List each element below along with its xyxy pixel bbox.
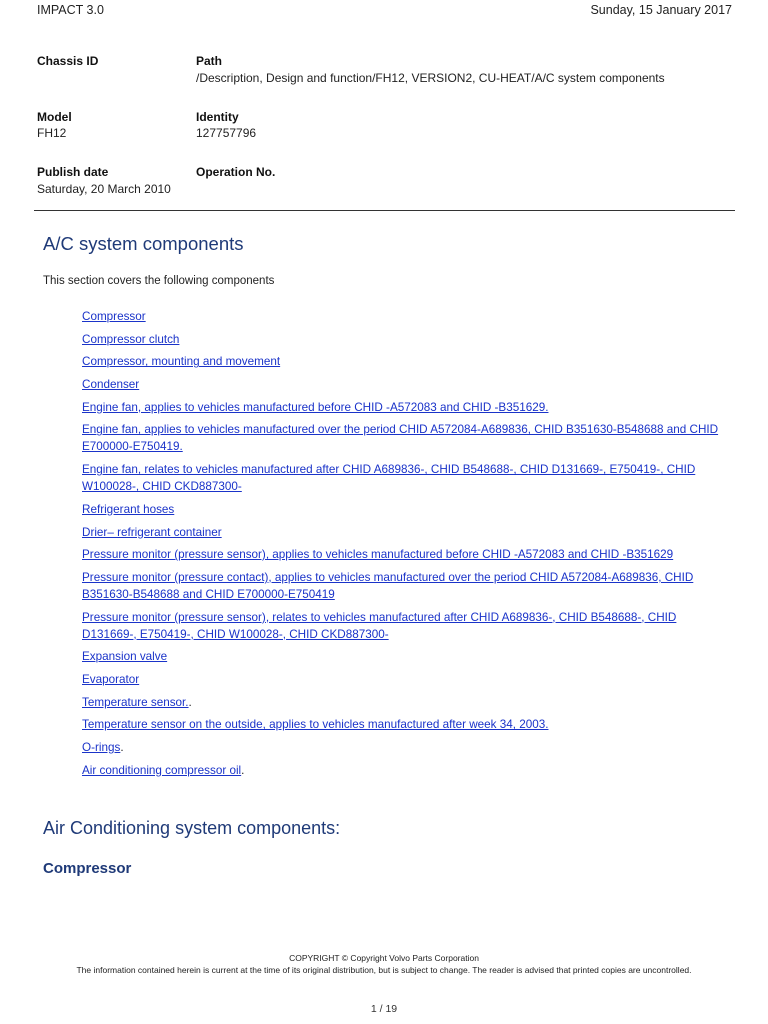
header-divider <box>34 210 735 211</box>
component-link[interactable]: Pressure monitor (pressure sensor), relates to vehicles manufactured after CHID A689836-, CHID B548688-, CHID D131669-, E750419-, CHID W100028-, CHID CKD887300- <box>82 610 677 641</box>
component-list-item <box>82 461 732 495</box>
subsection-title: Air Conditioning system components: <box>43 818 341 838</box>
component-list-item <box>82 762 732 779</box>
section-intro: This section covers the following components <box>43 275 275 287</box>
component-link[interactable]: Air conditioning compressor oil <box>82 763 242 777</box>
component-link-suffix: . <box>120 741 124 754</box>
identity-value: 127757796 <box>196 126 257 140</box>
page-number: 1 / 19 <box>370 1003 398 1015</box>
model-value: FH12 <box>37 126 67 140</box>
component-list-item <box>82 716 732 733</box>
component-link-list <box>82 308 732 784</box>
component-list-item <box>82 609 732 643</box>
component-link[interactable]: Expansion valve <box>82 650 168 664</box>
component-list-item <box>82 353 732 370</box>
component-list-item <box>82 399 732 416</box>
component-link[interactable]: Compressor <box>82 310 146 323</box>
subsection-subtitle: Compressor <box>43 860 132 877</box>
component-list-item <box>82 694 732 711</box>
path-value: /Description, Design and function/FH12, VERSION2, CU-HEAT/A/C system components <box>196 71 665 85</box>
component-link[interactable]: Engine fan, relates to vehicles manufactured after CHID A689836-, CHID B548688-, CHID D131669-, E750419-, CHID W100028-, CHID CKD887300- <box>82 463 696 494</box>
component-link[interactable]: Drier– refrigerant container <box>82 525 222 539</box>
component-link[interactable]: Compressor, mounting and movement <box>82 355 281 369</box>
component-list-item <box>82 308 732 325</box>
component-list-item <box>82 671 732 688</box>
component-link[interactable]: Compressor clutch <box>82 332 180 346</box>
app-name: IMPACT 3.0 <box>37 3 104 17</box>
path-label: Path <box>196 54 223 68</box>
operation-no-label: Operation No. <box>196 165 276 179</box>
component-list-item <box>82 739 732 756</box>
component-list-item <box>82 648 732 665</box>
publish-date-label: Publish date <box>37 165 109 179</box>
copyright-notice: COPYRIGHT © Copyright Volvo Parts Corporation <box>289 953 479 963</box>
disclaimer: The information contained herein is current at the time of its original distribution, but is subject to change. The reader is advised that printed copies are uncontrolled. <box>76 965 692 975</box>
publish-date-value: Saturday, 20 March 2010 <box>37 182 171 196</box>
component-link[interactable]: Pressure monitor (pressure contact), applies to vehicles manufactured over the period CHID A572084-A689836, CHID B351630-B548688 and CHID E700000-E750419 <box>82 570 694 601</box>
component-list-item <box>82 524 732 541</box>
section-title: A/C system components <box>43 233 244 254</box>
component-link[interactable]: Engine fan, applies to vehicles manufactured over the period CHID A572084-A689836, CHID B351630-B548688 and CHID E700000-E750419. <box>82 423 719 454</box>
component-list-item <box>82 569 732 603</box>
component-link-suffix: . <box>188 695 192 709</box>
component-link[interactable]: Temperature sensor on the outside, applies to vehicles manufactured after week 34, 2003. <box>82 718 549 732</box>
component-list-item <box>82 331 732 348</box>
chassis-id-label: Chassis ID <box>37 54 99 68</box>
model-label: Model <box>37 110 72 124</box>
component-list-item <box>82 501 732 518</box>
identity-label: Identity <box>196 110 239 124</box>
component-link[interactable]: Evaporator <box>82 672 140 686</box>
component-link[interactable]: Engine fan, applies to vehicles manufactured before CHID -A572083 and CHID -B351629. <box>82 400 549 414</box>
component-list-item <box>82 546 732 563</box>
component-link[interactable]: O-rings <box>82 741 121 754</box>
component-list-item <box>82 376 732 393</box>
component-link[interactable]: Pressure monitor (pressure sensor), applies to vehicles manufactured before CHID -A572083 and CHID -B351629 <box>82 548 674 562</box>
component-link[interactable]: Condenser <box>82 378 140 392</box>
component-link[interactable]: Refrigerant hoses <box>82 502 175 516</box>
component-list-item <box>82 421 732 455</box>
component-link[interactable]: Temperature sensor. <box>82 695 189 709</box>
header-date: Sunday, 15 January 2017 <box>590 3 732 17</box>
component-link-suffix: . <box>241 763 245 777</box>
